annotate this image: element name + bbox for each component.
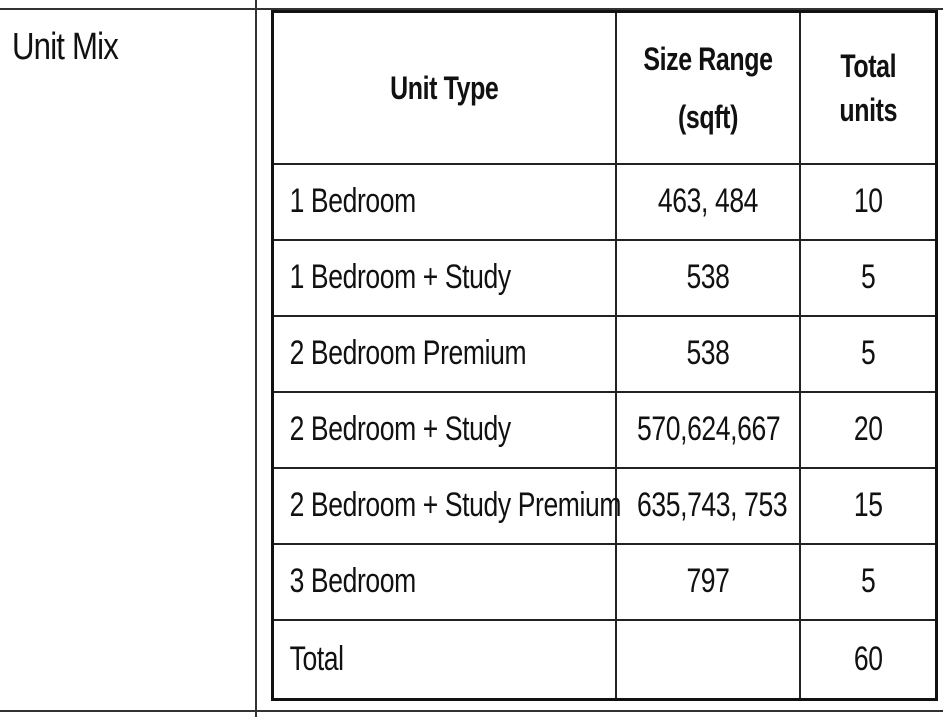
- table-row: [273, 468, 937, 544]
- header-size-range: Size Range (sqft): [616, 12, 800, 164]
- table-header-row: [273, 12, 937, 164]
- size-range-cell: 538: [685, 258, 730, 296]
- table-total-row: [273, 620, 937, 700]
- unit-type-cell: 1 Bedroom + Study: [289, 258, 511, 296]
- total-units-cell: 10: [853, 182, 883, 220]
- header-unit-type: Unit Type: [273, 12, 616, 164]
- table-row: [273, 392, 937, 468]
- table-row: [273, 544, 937, 620]
- section-label: Unit Mix: [12, 26, 118, 68]
- frame-bottom-line: [0, 710, 943, 712]
- table-row: [273, 240, 937, 316]
- total-units-cell: 5: [860, 334, 875, 372]
- frame-left-divider: [255, 0, 257, 717]
- unit-type-cell: 2 Bedroom + Study Premium: [289, 486, 622, 524]
- total-units-cell: 5: [860, 258, 875, 296]
- table-row: [273, 164, 937, 240]
- unit-type-cell: 2 Bedroom + Study: [289, 410, 511, 448]
- total-units-cell: 20: [853, 410, 883, 448]
- total-units-sum-cell: 60: [853, 639, 883, 678]
- unit-mix-table: [271, 10, 938, 701]
- size-range-cell: 463, 484: [657, 182, 758, 220]
- table-row: [273, 316, 937, 392]
- total-label-cell: Total: [289, 639, 344, 678]
- unit-type-cell: 2 Bedroom Premium: [289, 334, 527, 372]
- total-units-cell: 15: [853, 486, 883, 524]
- total-units-cell: 5: [860, 562, 875, 600]
- unit-type-cell: 3 Bedroom: [289, 562, 416, 600]
- unit-type-cell: 1 Bedroom: [289, 182, 416, 220]
- size-range-cell: 635,743, 753: [636, 486, 787, 524]
- size-range-cell: 538: [685, 334, 730, 372]
- size-range-cell: 570,624,667: [636, 410, 780, 448]
- header-total-units: Total units: [800, 12, 937, 164]
- size-range-cell: 797: [685, 562, 730, 600]
